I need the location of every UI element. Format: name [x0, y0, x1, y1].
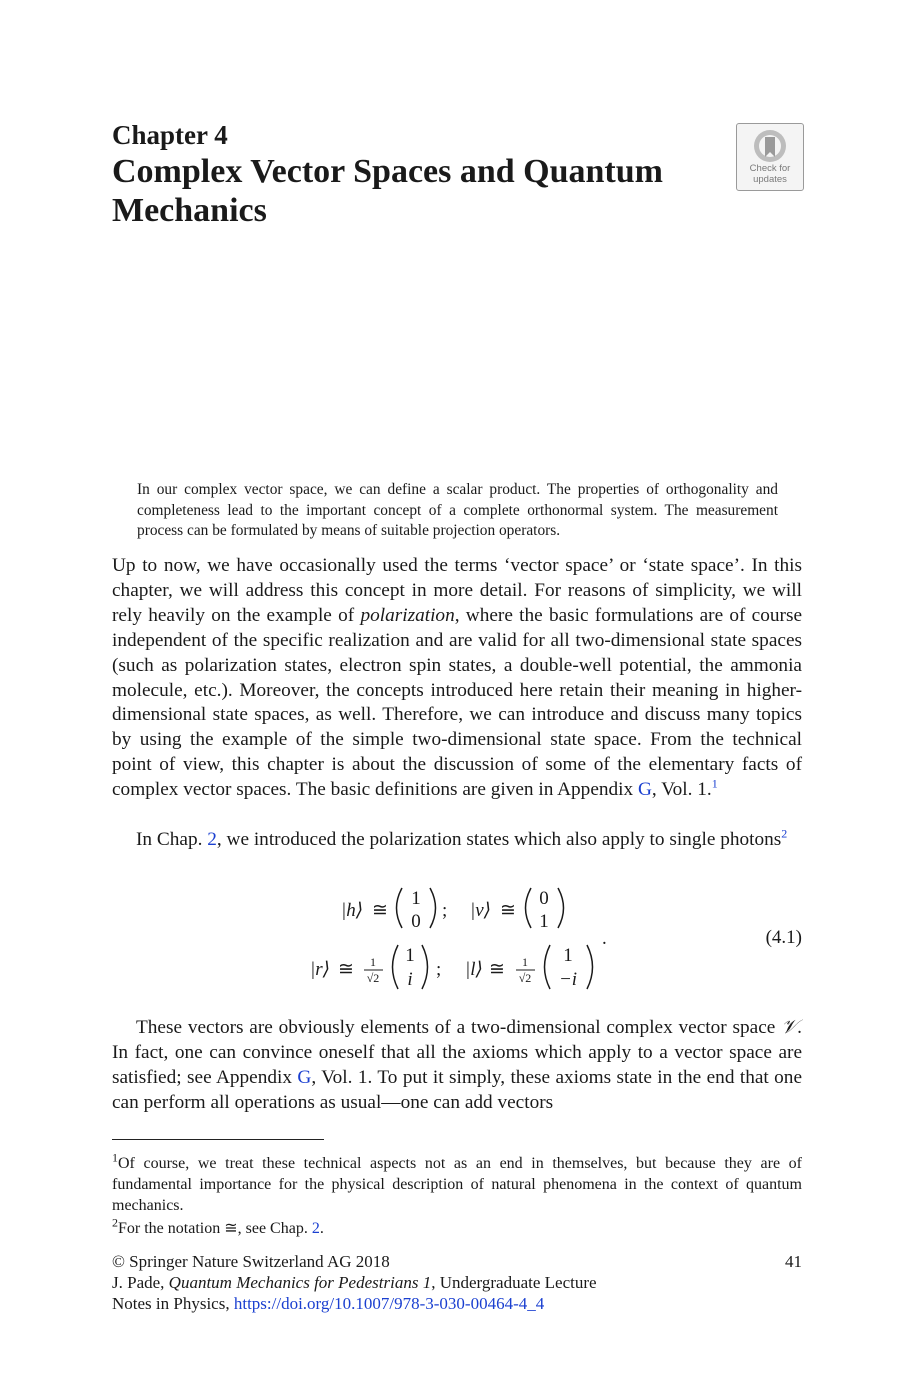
footnote-2	[112, 1215, 802, 1239]
footnote-ref-1[interactable]: 1	[711, 776, 718, 791]
p1-text-c: , Vol. 1.	[651, 779, 712, 801]
frac-den-l: √2	[518, 971, 532, 985]
paren-right-v	[558, 888, 564, 928]
r-vector-top: 1	[405, 945, 415, 966]
appendix-g-link-2[interactable]: G	[297, 1066, 312, 1088]
p1-text-b: , where the basic formulations are of course independent of the specific realization and are valid for all two-dimensional state spaces (such as polarization states, electron spin states, a double-well potential, the ammonia molecule, etc.). Moreover, the concepts introduced here retain their meaning in higher-dimensional state spaces, as well. Therefore, we can introduce and discuss many topics by using the example of the simple two-dimensional state space. From the technical point of view, this chapter is about the discussion of some of the elementary facts of complex vector spaces. The basic definitions are given in Appendix	[112, 604, 803, 801]
p1-text-a: Up to now, we have occasionally used the terms ‘vector space’ or ‘state space’. In this chapter, we will address this concept in more detail. For reasons of simplicity, we will rely heavily on the example of	[112, 555, 802, 626]
author: J. Pade,	[112, 1273, 169, 1292]
congruent-2: ≅	[500, 900, 516, 921]
p2-text-a: In Chap.	[136, 829, 208, 850]
semicolon-2: ;	[436, 959, 442, 980]
v-vector-bottom: 1	[539, 911, 549, 932]
paragraph-1	[112, 554, 802, 803]
footnote-2-chap-link[interactable]: 2	[311, 1220, 320, 1237]
paren-right-h	[430, 888, 436, 928]
footnote-2-text-end: .	[319, 1220, 324, 1237]
footnote-1-text: Of course, we treat these technical aspects not as an end in themselves, but because they are of fundamental importance for the physical description of natural phenomena in the context of quantum mechanics.	[112, 1155, 802, 1214]
paragraph-3	[112, 1016, 802, 1116]
badge-text-line2: updates	[753, 174, 787, 185]
footnote-2-mark: 2	[112, 1215, 118, 1230]
h-vector-top: 1	[411, 888, 421, 909]
paren-left-l	[545, 945, 551, 989]
frac-den-r: √2	[366, 971, 380, 985]
series-part1: , Undergraduate Lecture	[431, 1273, 597, 1292]
ket-l: |l⟩	[465, 959, 483, 980]
r-vector-bottom: i	[407, 969, 413, 990]
footnote-1	[112, 1150, 802, 1216]
citation-line-2	[112, 1293, 597, 1314]
semicolon-1: ;	[442, 900, 448, 921]
copyright-line: © Springer Nature Switzerland AG 2018	[112, 1252, 390, 1271]
p3-text-b: . In fact, one can convince oneself that all the axioms which apply to a vector space are satisfied; see Appendix	[112, 1017, 802, 1088]
check-for-updates-badge[interactable]	[736, 123, 804, 191]
footnote-2-text: For the notation ≅, see Chap.	[118, 1220, 312, 1237]
ket-h: |h⟩	[341, 900, 364, 921]
p3-text-a: These vectors are obviously elements of a two-dimensional complex vector space	[136, 1017, 782, 1038]
v-vector-top: 0	[539, 888, 549, 909]
citation-line-1	[112, 1272, 597, 1293]
paren-right-l	[587, 945, 593, 989]
vector-space-symbol: 𝒱	[781, 1017, 798, 1038]
l-vector-bottom: −i	[558, 969, 578, 990]
paren-left-r	[393, 945, 399, 989]
congruent-3: ≅	[338, 959, 354, 980]
badge-text-line1: Check for	[749, 163, 791, 174]
paren-right-r	[422, 945, 428, 989]
footnote-1-mark: 1	[112, 1150, 118, 1165]
appendix-g-link[interactable]: G	[637, 779, 652, 801]
frac-num-l: 1	[522, 955, 528, 969]
chapter-title	[112, 152, 712, 230]
p2-text-b: , we introduced the polarization states which also apply to single photons	[216, 829, 782, 850]
bookmark-icon	[753, 129, 787, 163]
series-part2: Notes in Physics,	[112, 1294, 234, 1313]
chap-2-link[interactable]: 2	[207, 829, 217, 850]
publisher-info	[112, 1251, 597, 1314]
ket-r: |r⟩	[310, 959, 331, 980]
l-vector-top: 1	[563, 945, 573, 966]
congruent-1: ≅	[372, 900, 388, 921]
p1-italic: polarization	[360, 604, 455, 626]
page-number: 41	[785, 1252, 802, 1271]
paren-left-h	[397, 888, 403, 928]
equation-period: .	[602, 928, 607, 949]
chapter-title-line2: Mechanics	[112, 192, 267, 229]
frac-num-r: 1	[370, 955, 376, 969]
footnote-rule	[112, 1139, 324, 1140]
h-vector-bottom: 0	[411, 911, 421, 932]
paragraph-2	[112, 828, 802, 853]
abstract: In our complex vector space, we can define a scalar product. The properties of orthogonality and completeness lead to the important concept of a complete orthonormal system. The measurement process can be formulated by means of suitable projection operators.	[137, 481, 778, 539]
ket-v: |v⟩	[470, 900, 492, 921]
doi-link[interactable]: https://doi.org/10.1007/978-3-030-00464-4_4	[233, 1294, 545, 1313]
footnote-ref-2[interactable]: 2	[781, 826, 788, 841]
chapter-label: Chapter 4	[112, 120, 228, 150]
paren-left-v	[526, 888, 532, 928]
equation-number: (4.1)	[765, 927, 802, 948]
book-title: Quantum Mechanics for Pedestrians 1	[168, 1273, 432, 1292]
congruent-4: ≅	[489, 959, 505, 980]
chapter-title-line1: Complex Vector Spaces and Quantum	[112, 153, 663, 190]
p3-text-c: , Vol. 1. To put it simply, these axioms state in the end that one can perform all operations as usual—one can add vectors	[112, 1066, 803, 1113]
